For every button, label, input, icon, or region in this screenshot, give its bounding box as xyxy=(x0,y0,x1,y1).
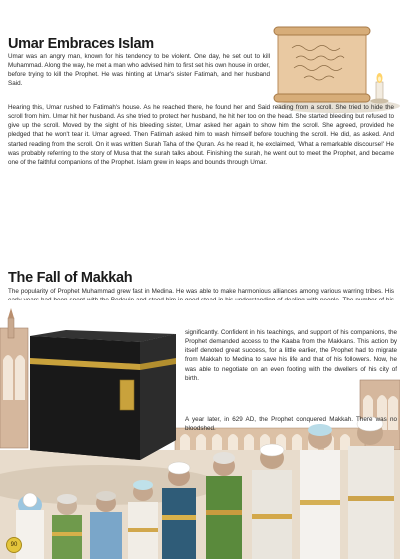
section-title-makkah: The Fall of Makkah xyxy=(8,270,133,286)
makkah-text-3: A year later, in 629 AD, the Prophet conquered Makkah. There was no bloodshed. xyxy=(185,416,397,433)
intro-text: Umar was an angry man, known for his tendency to be violent. One day, he set out to kill Muhammad. Along the way, he met a man who advised him to first set his own house in order, before trying to kill the Prophet. He was hinting at Umar's sister Fatimah, and her husband Said. xyxy=(8,53,270,88)
section-title-umar: Umar Embraces Islam xyxy=(8,36,154,52)
intro-paragraph xyxy=(8,52,270,92)
makkah-text-1: The popularity of Prophet Muhammad grew fast in Medina. He was able to make harmonious alliances among various warring tribes. His xyxy=(8,288,394,295)
umar-story-paragraph xyxy=(8,103,394,171)
umar-story-text: Hearing this, Umar rushed to Fatimah's house. As he reached there, he found her and Said reading from a scroll. She tried to hide the scroll from him. Umar hit her husband. As she tried to protect her husband, he hit her too on the head. She started bleeding but refused to give up the scroll. Moved by the sight of his bleeding sister, Umar asked her again to show him the scroll. She agreed, provided he pledged that he won't tear it. Umar agreed. Then Fatimah asked him to wash himself before touching the scroll. He did, as asked. And started reading from the scroll. On it was written Surah Taha of the Quran. As he read it, he exclaimed, 'What a remarkable discourse!' He was probably referring to the story of Musa that the surah talks about. Finishing the surah, he went out to meet the Prophet, and became one of the faithful companions of the Prophet. Islam grew in leaps and bounds through Umar. xyxy=(8,104,394,166)
makkah-text-2: significantly. Confident in his teachings, and support of his companions, the Prophet demanded access to the Kaaba from the Makkans. This action by itself denoted great success, for a little earlier, the Prophet had to migrate from Makkah to Medina to save his life and that of his followers. Now, he was able to negotiate on an even footing with the dwellers of his city of birth. xyxy=(185,329,397,382)
makkah-paragraph-3 xyxy=(185,415,397,437)
page-number: 90 xyxy=(6,537,22,553)
scroll-illustration xyxy=(268,22,400,114)
makkah-paragraph-2 xyxy=(185,328,397,386)
